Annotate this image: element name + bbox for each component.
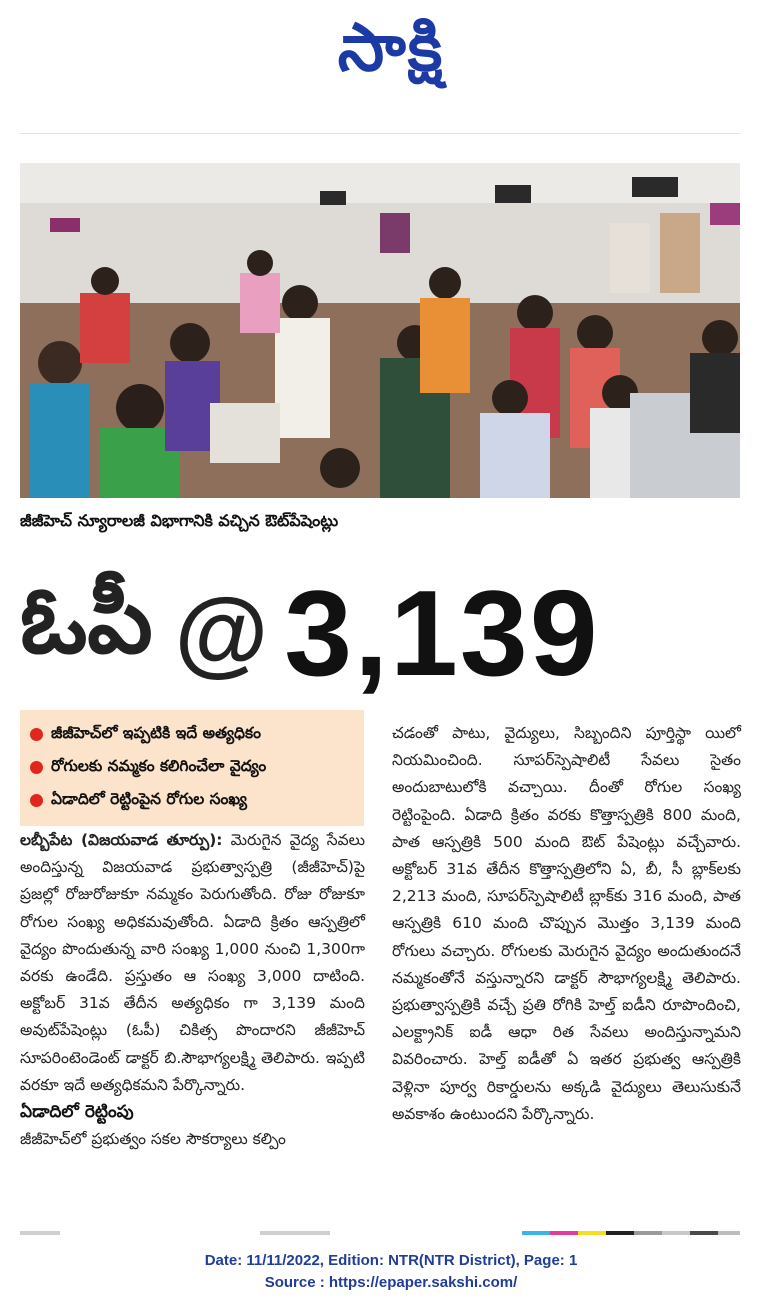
photo-caption: జీజీహెచ్ న్యూరాలజీ విభాగానికి వచ్చిన ఔట్‌పేషెంట్లు: [20, 511, 339, 530]
headline-number: 3,139: [284, 565, 600, 701]
print-color-bar: [718, 1231, 740, 1235]
print-color-bar: [634, 1231, 662, 1235]
news-photo: [20, 163, 740, 498]
print-color-bar: [550, 1231, 578, 1235]
highlight-item: [30, 784, 354, 817]
highlight-text: జీజీహెచ్‌లో ఇప్పటికి ఇదే అత్యధికం: [51, 723, 261, 742]
article-paragraph: చడంతో పాటు, వైద్యులు, సిబ్బందిని పూర్తిస్థా యిలో నియమించింది. సూపర్‌స్పెషాలిటీ సేవలు సైతం అందుబాటులోకి వచ్చాయి. దీంతో రోగుల సంఖ్య రెట్టింపైంది. ఏడాది క్రితం వరకు కొత్తాస్పత్రికి 800 మంది, పాత ఆస్పత్రికి 500 మంది ఔట్ పేషెంట్లు వచ్చేవారు. అక్టోబర్ 31వ తేదీన కొత్తాస్పత్రిలోని ఏ, బీ, సీ బ్లాక్‌లకు 2,213 మంది, సూపర్‌స్పెషాలిటీ బ్లాక్‌కు 316 మంది, పాత ఆస్పత్రికి 610 మంది చొప్పున మొత్తం 3,139 మంది రోగులు వచ్చారు. రోగులకు మెరుగైన వైద్యం అందుతుందనే నమ్మకంతోనే వస్తున్నారని డాక్టర్ సౌభాగ్యలక్ష్మి తెలిపారు. ప్రభుత్వాస్పత్రికి వచ్చే ప్రతి రోగికి హెల్త్ ఐడీని రూపొందించి, ఎలక్ట్రానిక్ ఐడీ ఆధా రిత సేవలు అందిస్తున్నామని వివరించారు. హెల్త్ ఐడీతో ఏ ఇతర ప్రభుత్వ ఆస్పత్రికి వెళ్లినా పూర్వ రికార్డులను అక్కడి వైద్యులు తెలుసుకునే అవకాశం ఉంటుందని పేర్కొన్నారు.: [392, 724, 741, 1123]
highlight-text: ఏడాదిలో రెట్టింపైన రోగుల సంఖ్య: [51, 789, 248, 808]
bullet-dot-icon: [30, 794, 43, 807]
article-subhead: ఏడాదిలో రెట్టింపు: [20, 1102, 134, 1123]
footer-date-line: Date: 11/11/2022, Edition: NTR(NTR District), Page: 1: [204, 1252, 578, 1269]
highlight-item: [30, 751, 354, 784]
crowd-photo-icon: [20, 163, 740, 498]
print-color-bar: [662, 1231, 690, 1235]
highlights-box: [20, 710, 364, 826]
print-color-bar: [690, 1231, 718, 1235]
headline: [20, 563, 600, 703]
article-paragraph: జీజీహెచ్‌లో ప్రభుత్వం సకల సౌకర్యాలు కల్పిం: [20, 1130, 286, 1149]
print-color-bar: [522, 1231, 550, 1235]
masthead-divider: [20, 133, 740, 134]
print-color-bar: [260, 1231, 330, 1235]
print-color-bar: [578, 1231, 606, 1235]
print-color-bar: [606, 1231, 634, 1235]
article-body: మెరుగైన వైద్య సేవలు అందిస్తున్న విజయవాడ ప్రభుత్వాస్పత్రి (జీజీహెచ్)పై ప్రజల్లో రోజురోజుకూ నమ్మకం పెరుగుతోంది. రోజు రోజుకూ రోగుల సంఖ్య అధికమవుతోంది. ఏడాది క్రితం ఆస్పత్రిలో వైద్యం పొందుతున్న వారి సంఖ్య 1,000 నుంచి 1,300గా వరకు ఉండేది. ప్రస్తుతం ఆ సంఖ్య 3,000 దాటింది. అక్టోబర్ 31వ తేదీన అత్యధికం గా 3,139 మంది అవుట్‌పేషెంట్లు (ఓపీ) చికిత్స పొందారని జీజీహెచ్ సూపరింటెండెంట్ డాక్టర్ బి.సౌభాగ్యలక్ష్మి తెలిపారు. ఇప్పటి వరకూ ఇదే అత్యధికమని పేర్కొన్నారు.: [20, 831, 365, 1094]
sakshi-logo: సాక్షి: [337, 8, 445, 86]
article-column-right: [392, 720, 741, 1128]
dateline: లబ్బీపేట (విజయవాడ తూర్పు):: [20, 831, 223, 849]
article-paragraph: [20, 827, 365, 1099]
print-color-bar: [20, 1231, 60, 1235]
highlight-text: రోగులకు నమ్మకం కలిగించేలా వైద్యం: [51, 756, 267, 775]
article-column-left: [20, 827, 365, 1153]
footer-source-line: Source : https://epaper.sakshi.com/: [264, 1274, 518, 1291]
headline-at: @: [174, 579, 269, 686]
bullet-dot-icon: [30, 761, 43, 774]
highlight-item: [30, 718, 354, 751]
masthead: [0, 0, 782, 110]
bullet-dot-icon: [30, 728, 43, 741]
headline-prefix: ఓపీ: [20, 570, 153, 672]
